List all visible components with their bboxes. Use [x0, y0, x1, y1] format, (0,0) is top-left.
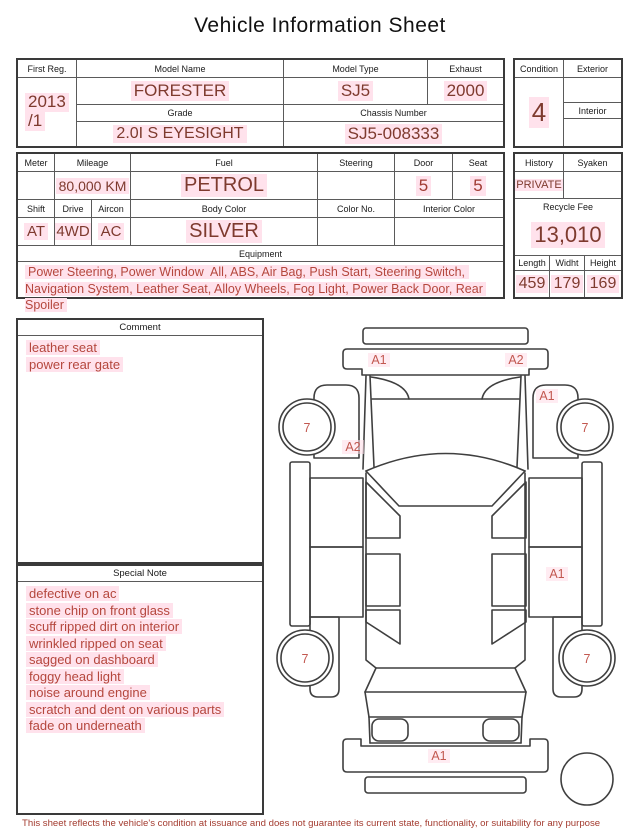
- width-value: 179: [550, 271, 585, 297]
- special-note-line: fade on underneath: [26, 718, 254, 735]
- details-table: [16, 152, 505, 312]
- history-value: PRIVATE: [515, 172, 564, 198]
- interior-header: Interior: [564, 103, 621, 119]
- mileage-value: 80,000 KM: [55, 172, 131, 199]
- mark-wheel-rear-left: 7: [301, 652, 309, 666]
- syaken-value: [564, 172, 621, 198]
- length-header: Length: [515, 256, 550, 271]
- seat-value: 5: [453, 172, 503, 199]
- mileage-header: Mileage: [55, 154, 131, 172]
- history-box: [513, 152, 623, 299]
- first-reg-month: /1: [25, 112, 45, 131]
- special-note-line: scratch and dent on various parts: [26, 702, 254, 719]
- comment-line: power rear gate: [26, 357, 254, 374]
- exhaust-header: Exhaust: [428, 60, 503, 78]
- door-value: 5: [395, 172, 453, 199]
- syaken-header: Syaken: [564, 154, 621, 172]
- shift-header: Shift: [18, 200, 55, 218]
- exterior-header: Exterior: [564, 60, 621, 78]
- damage-marks: [302, 353, 591, 763]
- body-color-header: Body Color: [131, 200, 318, 218]
- body-color-value: SILVER: [131, 218, 318, 245]
- exterior-value: [564, 78, 621, 103]
- width-header: Widht: [550, 256, 585, 271]
- shift-value: AT: [18, 218, 55, 245]
- mark-front-bumper-right: A2: [508, 353, 524, 367]
- exhaust-value: 2000: [428, 78, 503, 105]
- spare-tire: [561, 753, 613, 805]
- door-header: Door: [395, 154, 453, 172]
- comment-text: [18, 336, 262, 377]
- first-reg-value: [18, 78, 77, 146]
- interior-color-value: [395, 218, 503, 245]
- comment-line: leather seat: [26, 340, 254, 357]
- height-value: 169: [585, 271, 621, 297]
- meter-value: [18, 172, 55, 199]
- history-row: [515, 154, 621, 199]
- grade-value: 2.0I S EYESIGHT: [77, 122, 284, 146]
- color-no-header: Color No.: [318, 200, 395, 218]
- chassis-number-header: Chassis Number: [284, 105, 503, 122]
- mark-rear-bumper: A1: [431, 749, 447, 763]
- chassis-number-value: SJ5-008333: [284, 122, 503, 146]
- recycle-fee-value: 13,010: [515, 215, 621, 256]
- comment-header: Comment: [18, 320, 262, 336]
- history-header: History: [515, 154, 564, 172]
- special-note-line: scuff ripped dirt on interior: [26, 619, 254, 636]
- fuel-value: PETROL: [131, 172, 318, 199]
- model-name-value: FORESTER: [77, 78, 284, 105]
- special-note-line: noise around engine: [26, 685, 254, 702]
- mark-right-rear-door: A1: [549, 567, 565, 581]
- car-damage-diagram: [266, 310, 638, 810]
- mark-front-bumper-left: A1: [371, 353, 387, 367]
- details-row-2: [18, 200, 503, 246]
- equipment-header: Equipment: [18, 246, 503, 262]
- grade-header: Grade: [77, 105, 284, 122]
- comment-box: [16, 318, 264, 564]
- interior-value: [564, 119, 621, 146]
- page-title: Vehicle Information Sheet: [194, 14, 446, 37]
- special-note-line: stone chip on front glass: [26, 603, 254, 620]
- special-note-text: [18, 582, 262, 739]
- seat-header: Seat: [453, 154, 503, 172]
- special-note-line: foggy head light: [26, 669, 254, 686]
- dimensions-table: [515, 256, 621, 297]
- color-no-value: [318, 218, 395, 245]
- model-name-header: Model Name: [77, 60, 284, 78]
- steering-header: Steering: [318, 154, 395, 172]
- aircon-header: Aircon: [92, 200, 131, 218]
- first-reg-year: 2013: [25, 93, 69, 112]
- special-note-box: [16, 564, 264, 815]
- details-row-1: [18, 154, 503, 200]
- special-note-line: wrinkled ripped on seat: [26, 636, 254, 653]
- drive-value: 4WD: [55, 218, 92, 245]
- mark-right-front-fender: A1: [539, 389, 555, 403]
- meter-header: Meter: [18, 154, 55, 172]
- steering-value: [318, 172, 395, 199]
- mark-wheel-rear-right: 7: [583, 652, 591, 666]
- condition-box: [513, 58, 623, 148]
- mark-wheel-front-left: 7: [303, 421, 311, 435]
- registration-table: [16, 58, 505, 148]
- condition-value: 4: [515, 78, 564, 146]
- special-note-header: Special Note: [18, 566, 262, 582]
- mark-left-front-pillar: A2: [345, 440, 361, 454]
- length-value: 459: [515, 271, 550, 297]
- recycle-fee-header: Recycle Fee: [542, 202, 594, 212]
- special-note-line: defective on ac: [26, 586, 254, 603]
- mark-wheel-front-right: 7: [581, 421, 589, 435]
- aircon-value: AC: [92, 218, 131, 245]
- condition-header: Condition: [515, 60, 564, 78]
- footer-disclaimer: This sheet reflects the vehicle's condition at issuance and does not guarantee its current state, functionality, or suitability for any purpose: [22, 818, 601, 829]
- special-note-line: sagged on dashboard: [26, 652, 254, 669]
- equipment-value: Power Steering, Power Window All, ABS, Air Bag, Push Start, Steering Switch, Navigation System, Leather Seat, Alloy Wheels, Fog Light, Power Back Door, Rear Spoiler: [25, 265, 487, 312]
- model-type-value: SJ5: [284, 78, 428, 105]
- model-type-header: Model Type: [284, 60, 428, 78]
- first-reg-header: First Reg.: [18, 60, 77, 78]
- height-header: Height: [585, 256, 621, 271]
- fuel-header: Fuel: [131, 154, 318, 172]
- drive-header: Drive: [55, 200, 92, 218]
- interior-color-header: Interior Color: [395, 200, 503, 218]
